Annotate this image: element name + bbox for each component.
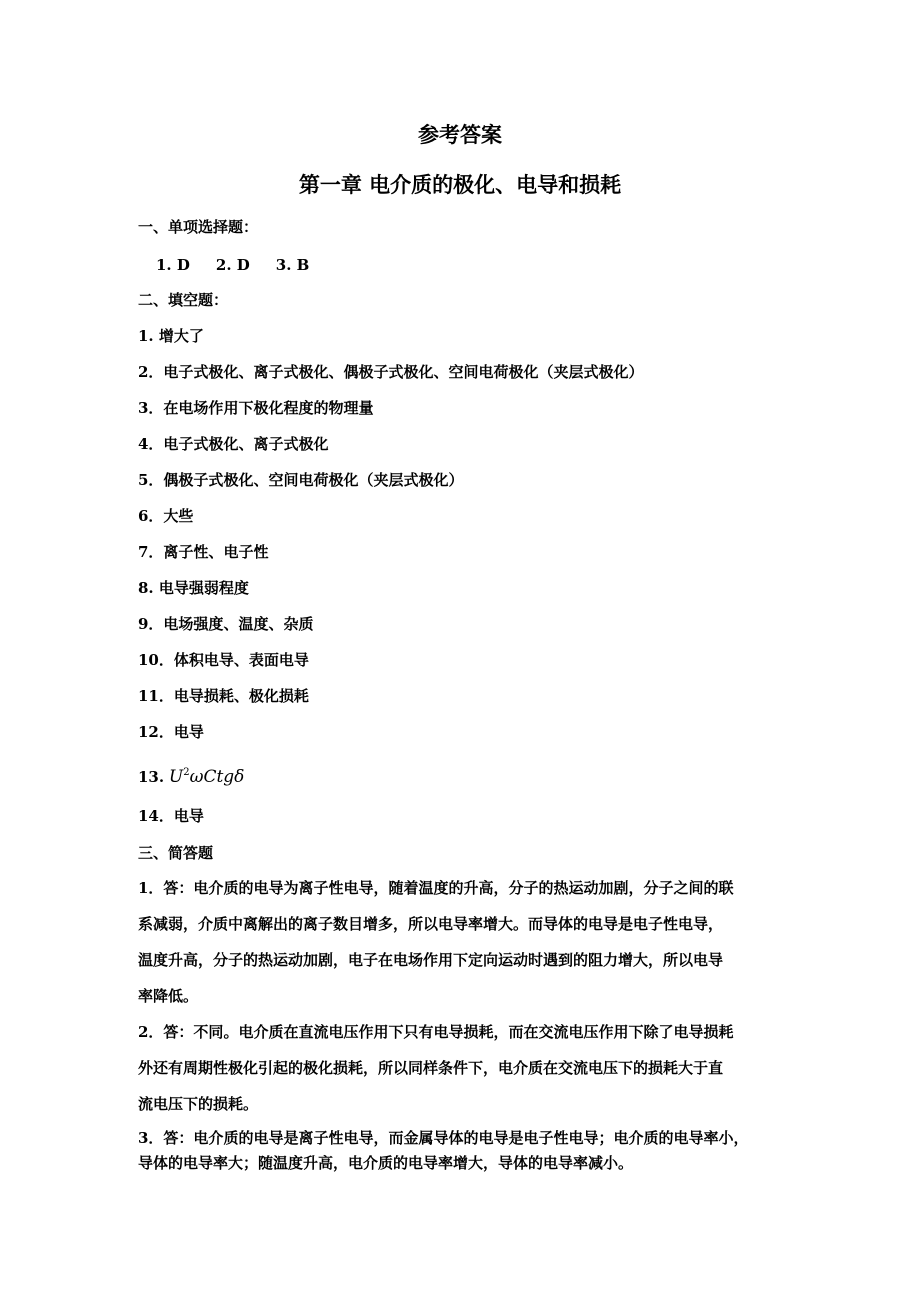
section-heading-choice: 一、单项选择题：	[138, 218, 259, 236]
fill-item-5: 5．偶极子式极化、空间电荷极化（夹层式极化）	[138, 471, 464, 489]
choice-answer-3: 3. B	[275, 256, 310, 274]
fill-item-1: 1. 增大了	[138, 327, 204, 345]
fill-item-4: 4．电子式极化、离子式极化	[138, 435, 329, 453]
section-heading-fill: 二、填空题：	[138, 291, 229, 309]
fill-item-12: 12．电导	[138, 723, 204, 741]
answer-3-line-2: 导体的电导率大；随温度升高，电介质的电导率增大，导体的电导率减小。	[138, 1154, 634, 1172]
chapter-title: 第一章 电介质的极化、电导和损耗	[298, 172, 622, 197]
fill-item-14: 14．电导	[138, 807, 204, 825]
choice-answers	[156, 254, 816, 276]
fill-item-8: 8. 电导强弱程度	[138, 579, 249, 597]
loss-formula: $U^2\omega Ctg\delta$	[168, 767, 245, 787]
answer-1-line-3: 温度升高，分子的热运动加剧，电子在电场作用下定向运动时遇到的阻力增大，所以电导	[138, 951, 724, 969]
fill-item-2: 2．电子式极化、离子式极化、偶极子式极化、空间电荷极化（夹层式极化）	[138, 363, 644, 381]
answer-1-line-4: 率降低。	[138, 987, 199, 1005]
section-heading-short-answer: 三、简答题	[138, 844, 214, 862]
answer-2-line-3: 流电压下的损耗。	[138, 1095, 259, 1113]
answer-3-line-1: 3．答：电介质的电导是离子性电导，而金属导体的电导是电子性电导；电介质的电导率小，	[138, 1129, 749, 1147]
choice-answer-1: 1. D	[156, 256, 190, 274]
fill-item-13-number: 13.	[138, 768, 165, 786]
fill-item-7: 7．离子性、电子性	[138, 543, 269, 561]
fill-item-3: 3．在电场作用下极化程度的物理量	[138, 399, 374, 417]
page-title: 参考答案	[418, 122, 502, 147]
answer-1-line-2: 系减弱，介质中离解出的离子数目增多，所以电导率增大。而导体的电导是电子性电导，	[138, 915, 724, 933]
answer-2-line-2: 外还有周期性极化引起的极化损耗，所以同样条件下，电介质在交流电压下的损耗大于直	[138, 1059, 724, 1077]
fill-item-13	[138, 762, 798, 788]
fill-item-6: 6．大些	[138, 507, 194, 525]
answer-1-line-1: 1．答：电介质的电导为离子性电导，随着温度的升高，分子的热运动加剧，分子之间的联	[138, 879, 734, 897]
choice-answer-2: 2. D	[215, 256, 250, 274]
fill-item-9: 9．电场强度、温度、杂质	[138, 615, 314, 633]
fill-item-11: 11．电导损耗、极化损耗	[138, 687, 309, 705]
fill-item-10: 10．体积电导、表面电导	[138, 651, 309, 669]
answer-2-line-1: 2．答：不同。电介质在直流电压作用下只有电导损耗，而在交流电压作用下除了电导损耗	[138, 1023, 734, 1041]
